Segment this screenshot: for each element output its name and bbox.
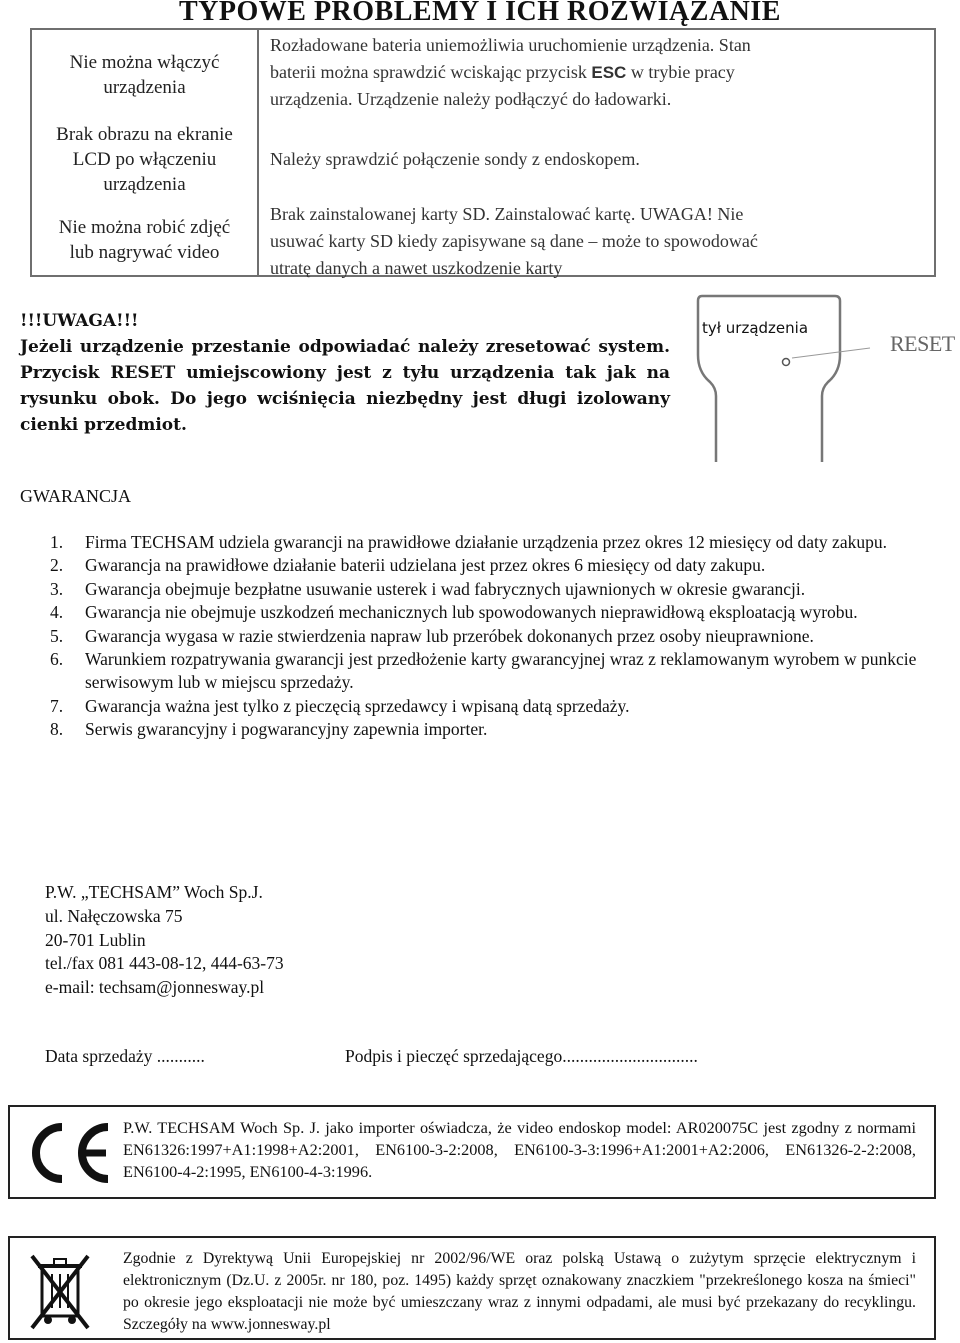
list-item [50,625,920,648]
email: e-mail: techsam@jonnesway.pl [45,977,265,998]
problem-text: Nie można włączyć [69,52,220,73]
troubleshooting-table [30,28,936,277]
solution-fragment: w trybie pracy [626,62,735,82]
reset-warning [20,308,670,438]
solution-text [270,59,910,86]
item-number: 6. [50,649,64,670]
problem-text: lub nagrywać video [69,242,220,263]
item-text: Warunkiem rozpatrywania gwarancji jest przedłożenie karty gwarancyjnej wraz z reklamowanym wyrobem w punkcie serwisowym lub w miejscu sprzedaży. [85,649,917,693]
ce-mark-icon [24,1113,114,1193]
list-item [50,648,920,695]
problem-text: Brak obrazu na ekranie [56,124,233,145]
problem-text: urządzenia [103,77,186,98]
reset-hole-icon [783,359,790,366]
crossed-bin-icon [26,1244,96,1334]
device-back-figure [690,290,955,465]
ce-declaration-text: P.W. TECHSAM Woch Sp. J. jako importer oświadcza, że video endoskop model: AR020075C jest zgodny z normami EN61326:1997+A1:1998+A2:2001, EN6100-3-2:2008, EN6100-3-3:1996+A1:2001+A2:2006, EN61326-2-2:2008, EN6100-4-2:1995, EN6100-4-3:1996. [123,1118,916,1181]
weee-notice-box [8,1236,936,1340]
item-text: Gwarancja nie obejmuje uszkodzeń mechanicznych lub spowodowanych nieprawidłową eksploatacją wyrobu. [85,602,858,623]
list-item [50,601,920,624]
item-number: 5. [50,625,64,646]
phone: tel./fax 081 443-08-12, 444-63-73 [45,953,284,974]
reset-label: RESET [890,331,955,356]
city: 20-701 Lublin [45,929,146,950]
item-text: Gwarancja na prawidłowe działanie baterii udzielana jest przez okres 6 miesięcy od daty zakupu. [85,555,766,576]
signature-field: Podpis i pieczęć sprzedającego............................... [345,1046,698,1066]
warning-text: Jeżeli urządzenie przestanie odpowiadać należy zresetować system. Przycisk RESET umiejscowiony jest z tyłu urządzenia tak jak na rysunku obok. Do jego wciśnięcia niezbędny jest długi izolowany cienki przedmiot. [20,337,670,435]
item-number: 7. [50,695,64,716]
ce-declaration-box [8,1105,936,1199]
street: ul. Nałęczowska 75 [45,905,183,926]
esc-key-label: ESC [591,63,627,82]
solution-text: Należy sprawdzić połączenie sondy z endoskopem. [270,149,640,169]
importer-address [45,881,284,1000]
item-number: 4. [50,602,64,623]
item-number: 2. [50,555,64,576]
warranty-heading: GWARANCJA [20,486,132,506]
page-title: TYPOWE PROBLEMY I ICH ROZWIĄZANIE [179,0,781,27]
solution-text: urządzenia. Urządzenie należy podłączyć do ładowarki. [270,89,672,109]
pointer-line [792,348,870,358]
problem-cell-2 [32,122,257,197]
solution-text: Rozładowane bateria uniemożliwia uruchomienie urządzenia. Stan [270,35,751,55]
item-number: 1. [50,532,64,552]
sale-date-field: Data sprzedaży ........... [45,1046,205,1066]
figure-caption: tył urządzenia [702,319,809,337]
problem-text: Nie można robić zdjęć [58,217,231,238]
list-item [50,578,920,601]
problem-text: LCD po włączeniu [72,149,217,170]
warranty-list [50,531,920,742]
problem-text: urządzenia [103,174,186,195]
item-text: Gwarancja ważna jest tylko z pieczęcią sprzedawcy i wpisaną datą sprzedaży. [85,695,630,716]
warning-heading: !!!UWAGA!!! [20,311,139,331]
list-item [50,531,920,554]
weee-notice-text: Zgodnie z Dyrektywą Unii Europejskiej nr 2002/96/WE oraz polską Ustawą o zużytym sprzęcie elektrycznym i elektronicznym (Dz.U. z 2005r. nr 180, poz. 1495) każdy sprzęt oznakowany znaczkiem "przekreślonego kosza na śmieci" po okresie jego eksploatacji nie może być umieszczany wraz z innymi odpadami, ale musi być przekazany do recyklingu. Szczegóły na www.jonnesway.pl [123,1250,916,1333]
item-text: Serwis gwarancyjny i pogwarancyjny zapewnia importer. [85,719,488,740]
solution-cell-3 [270,201,910,282]
list-item [50,554,920,577]
company-name: P.W. „TECHSAM” Woch Sp.J. [45,882,263,902]
solution-text: Brak zainstalowanej karty SD. Zainstalować kartę. UWAGA! Nie [270,204,744,224]
item-number: 3. [50,578,64,599]
item-number: 8. [50,719,64,740]
item-text: Gwarancja obejmuje bezpłatne usuwanie usterek i wad fabrycznych ujawnionych w okresie gwarancji. [85,578,806,599]
list-item [50,695,920,718]
problem-cell-1 [32,50,257,100]
solution-cell-1 [270,32,910,113]
table-divider [257,30,259,275]
item-text: Firma TECHSAM udziela gwarancji na prawidłowe działanie urządzenia przez okres 12 miesięcy od daty zakupu. [85,532,887,552]
item-text: Gwarancja wygasa w razie stwierdzenia napraw lub przeróbek dokonanych przez osoby nieuprawnione. [85,625,814,646]
solution-cell-2 [270,146,910,173]
solution-text: usuwać karty SD kiedy zapisywane są dane – może to spowodować [270,231,758,251]
list-item [50,718,920,741]
problem-cell-3 [32,215,257,265]
solution-fragment: baterii można sprawdzić wciskając przycisk [270,62,592,82]
solution-text: utratę danych a nawet uszkodzenie karty [270,258,563,278]
